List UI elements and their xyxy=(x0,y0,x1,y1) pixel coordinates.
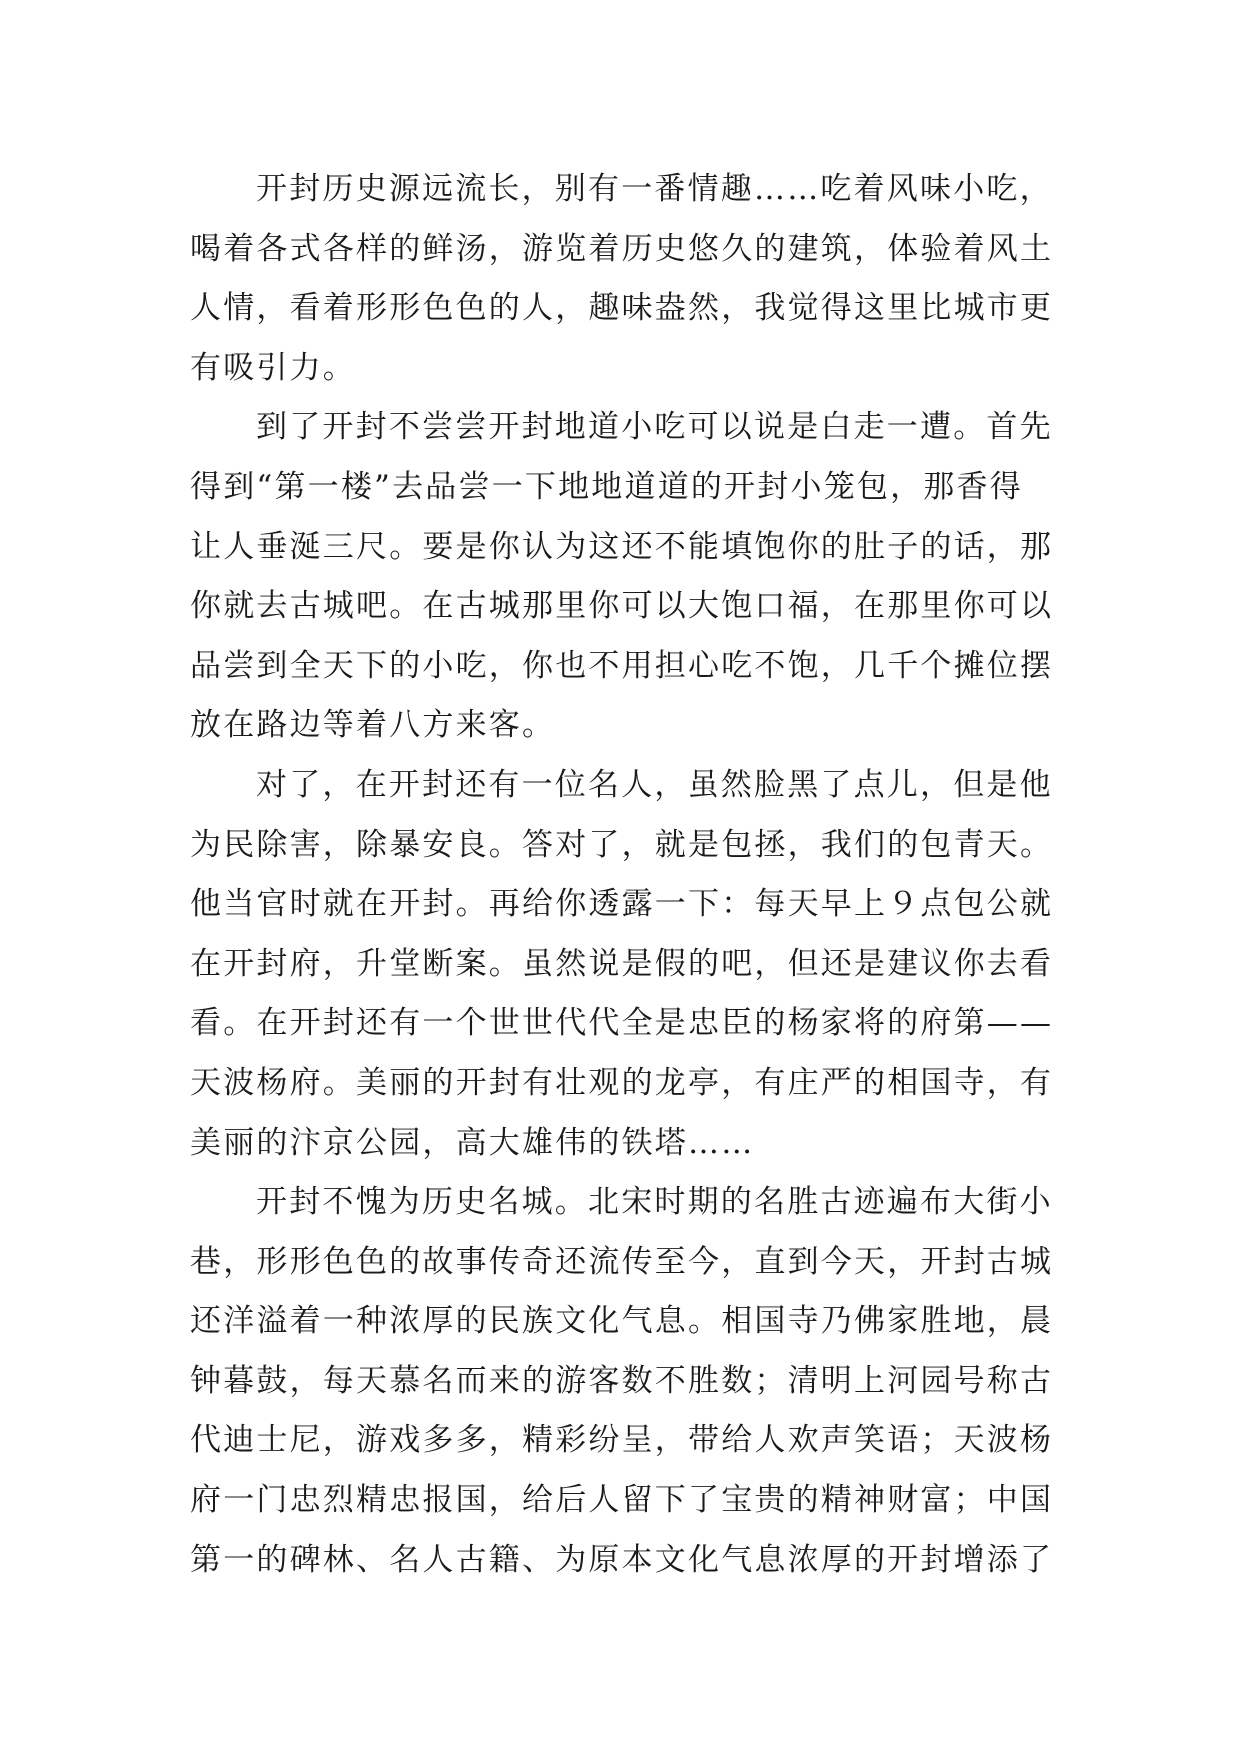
text-line: 到了开封不尝尝开封地道小吃可以说是白走一遭。首先 xyxy=(256,409,1053,446)
text-line: 得到“第一楼”去品尝一下地地道道的开封小笼包，那香得 xyxy=(190,468,1023,505)
text-line: 让人垂涎三尺。要是你认为这还不能填饱你的肚子的话，那 xyxy=(190,528,1054,565)
text-line: 人情，看着形形色色的人，趣味盎然，我觉得这里比城市更 xyxy=(190,290,1054,327)
text-line: 对了，在开封还有一位名人，虽然脸黑了点儿，但是他 xyxy=(256,766,1053,803)
text-line: 为民除害，除暴安良。答对了，就是包拯，我们的包青天。 xyxy=(190,826,1054,863)
text-line: 喝着各式各样的鲜汤，游览着历史悠久的建筑，体验着风土 xyxy=(190,230,1054,267)
text-line: 有吸引力。 xyxy=(190,349,356,386)
text-line: 放在路边等着八方来客。 xyxy=(190,707,556,744)
text-line: 钟暮鼓，每天慕名而来的游客数不胜数；清明上河园号称古 xyxy=(190,1362,1054,1399)
text-line: 品尝到全天下的小吃，你也不用担心吃不饱，几千个摊位摆 xyxy=(190,647,1054,684)
text-line: 在开封府，升堂断案。虽然说是假的吧，但还是建议你去看 xyxy=(190,945,1054,982)
text-line: 还洋溢着一种浓厚的民族文化气息。相国寺乃佛家胜地，晨 xyxy=(190,1303,1054,1340)
text-line: 开封不愧为历史名城。北宋时期的名胜古迹遍布大街小 xyxy=(256,1184,1053,1221)
text-line: 你就去古城吧。在古城那里你可以大饱口福，在那里你可以 xyxy=(190,588,1054,625)
text-line: 开封历史源远流长，别有一番情趣……吃着风味小吃， xyxy=(256,171,1053,207)
text-line: 他当官时就在开封。再给你透露一下：每天早上９点包公就 xyxy=(190,886,1054,923)
text-line: 巷，形形色色的故事传奇还流传至今，直到今天，开封古城 xyxy=(190,1243,1054,1280)
text-line: 美丽的汴京公园，高大雄伟的铁塔…… xyxy=(190,1124,755,1161)
text-line: 第一的碑林、名人古籍、为原本文化气息浓厚的开封增添了 xyxy=(190,1541,1054,1578)
text-line: 天波杨府。美丽的开封有壮观的龙亭，有庄严的相国寺，有 xyxy=(190,1064,1054,1101)
paragraph-1 xyxy=(190,160,1060,398)
text-line: 府一门忠烈精忠报国，给后人留下了宝贵的精神财富；中国 xyxy=(190,1482,1054,1519)
paragraph-3 xyxy=(190,756,1060,1173)
text-line: 看。在开封还有一个世世代代全是忠臣的杨家将的府第—— xyxy=(190,1005,1054,1042)
text-line: 代迪士尼，游戏多多，精彩纷呈，带给人欢声笑语；天波杨 xyxy=(190,1422,1054,1459)
paragraph-4 xyxy=(190,1173,1060,1590)
paragraph-2 xyxy=(190,398,1060,756)
document-body xyxy=(190,160,1060,1590)
